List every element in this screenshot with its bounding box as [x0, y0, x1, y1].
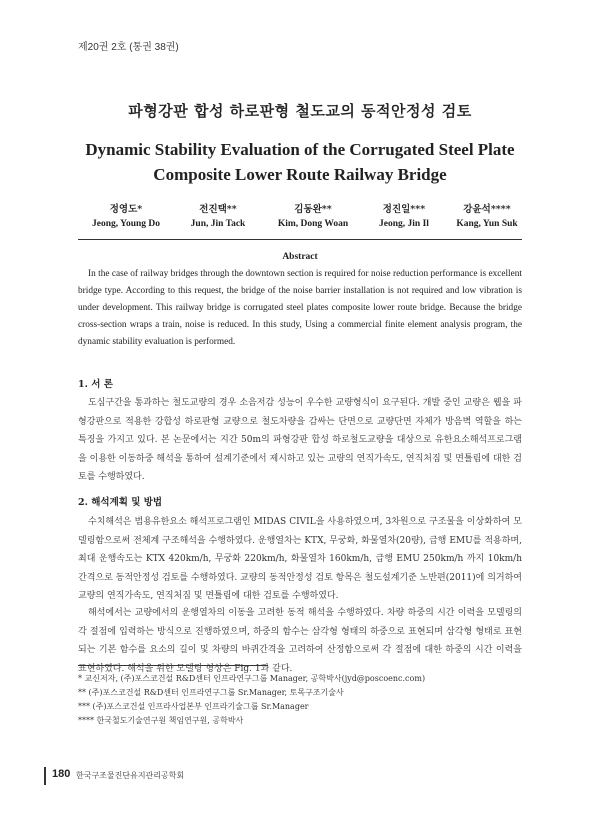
author-2 — [178, 201, 258, 229]
footnote-1: * 교신저자, (주)포스코건설 R&D센터 인프라연구그룹 Manager, 공학박사(jyd@poscoenc.com) — [78, 674, 426, 683]
page-number-bar — [44, 767, 46, 785]
section-2-paragraph-2: 해석에서는 교량에서의 운행열차의 이동을 고려한 동적 해석을 수행하였다. 차량 하중의 시간 이력을 모델링의 각 절점에 입력하는 방식으로 진행하였으며, 하중의 함수는 삼각형 형태의 하중으로 표현되며 삼각형 형태로 표현되는 기본 함수를 요소의 길이 및 차량의 바퀴간격을 고려하여 산정함으로써 각 절점에 대한 하중의 시간 이력을 표현하였다. 해석을 위한 모델링 형상은 Fig. 1과 같다. — [78, 608, 522, 674]
section-2-paragraph-1: 수치해석은 범용유한요소 해석프로그램인 MIDAS CIVIL을 사용하였으며, 3차원으로 구조물을 이상화하여 모델링함으로써 전체계 구조해석을 수행하였다. 운행열차는 KTX, 무궁화, 화물열차(20량), 급행 EMU를 적용하며, 최대 운행속도는 KTX 420km/h, 무궁화 220km/h, 화물열차 160km/h, 급행 EMU 250km/h 까지 10km/h 간격으로 동적안정성 검토를 수행하였다. 교량의 동적안정성 검토 항목은 철도설계기준 노반편(2011)에 의거하여 교량의 연직가속도, 연직처짐 및 면틀림에 대한 검토를 수행하였다. — [78, 517, 522, 601]
author-name-en: Kim, Dong Woan — [277, 219, 349, 229]
page-number: 180 — [52, 768, 71, 780]
title-divider — [78, 239, 522, 240]
footnote-2: ** (주)포스코건설 R&D센터 인프라연구그룹 Sr.Manager, 토목구조기술사 — [78, 688, 344, 697]
author-name-ko: 전진택** — [199, 204, 237, 215]
author-name-en: Jeong, Jin Il — [379, 219, 429, 229]
author-name-en: Jeong, Young Do — [91, 219, 160, 229]
journal-name: 한국구조물진단유지관리공학회 — [76, 771, 185, 780]
abstract-heading: Abstract — [282, 252, 318, 262]
section-1-text: 도심구간을 통과하는 철도교량의 경우 소음저감 성능이 우수한 교량형식이 요구된다. 개발 중인 교량은 웹을 파형강판으로 적용한 강합성 하로판형 교량으로 철도차량을 감싸는 단면으로 교량단면 자체가 방음벽 역할을 하는 특징을 가지고 있다. 본 논문에서는 지간 50m의 파형강판 합성 하로철도교량을 대상으로 유한요소해석프로그램을 이용한 이동하중 해석을 통하여 설계기준에서 제시하고 있는 교량의 연직가속도, 연직처짐 및 면틀림에 대한 검토를 수행하였다. — [78, 398, 522, 482]
author-3 — [263, 201, 363, 229]
footnote-3: *** (주)포스코건설 인프라사업본부 인프라기술그룹 Sr.Manager — [78, 702, 309, 711]
title-english-line-1: Dynamic Stability Evaluation of the Corrugated Steel Plate — [85, 140, 515, 159]
title-english-line-2: Composite Lower Route Railway Bridge — [153, 165, 447, 184]
author-name-ko: 김동완** — [294, 204, 332, 215]
footnotes — [78, 672, 425, 728]
journal-issue-header: 제20권 2호 (통권 38권) — [78, 42, 179, 53]
author-name-ko: 정진일*** — [382, 204, 426, 215]
abstract-text: In the case of railway bridges through the downtown section is required for noise reduction performance is excellent bridge type. According to this request, the bridge of the noise barrier installation is not required and low vibration is under development. This railway bridge is corrugated steel plates composite lower route bridge. Because the bridge cross-section wraps a train, noise is reduced. In this study, Using a commercial finite element analysis program, the dynamic stability evaluation is performed. — [78, 269, 522, 347]
author-5 — [442, 201, 532, 229]
author-name-ko: 정영도* — [109, 204, 143, 215]
title-korean: 파형강판 합성 하로판형 철도교의 동적안정성 검토 — [128, 102, 472, 120]
footnote-4: **** 한국철도기술연구원 책임연구원, 공학박사 — [78, 716, 244, 725]
author-1 — [78, 201, 174, 229]
section-2-heading: 2. 해석계획 및 방법 — [78, 497, 163, 508]
author-4 — [366, 201, 442, 229]
footnote-divider — [78, 665, 268, 666]
author-name-en: Kang, Yun Suk — [456, 219, 518, 229]
author-name-en: Jun, Jin Tack — [190, 219, 246, 229]
section-1-heading: 1. 서 론 — [78, 379, 113, 390]
title-english — [0, 137, 600, 187]
author-name-ko: 강윤석**** — [463, 204, 511, 215]
